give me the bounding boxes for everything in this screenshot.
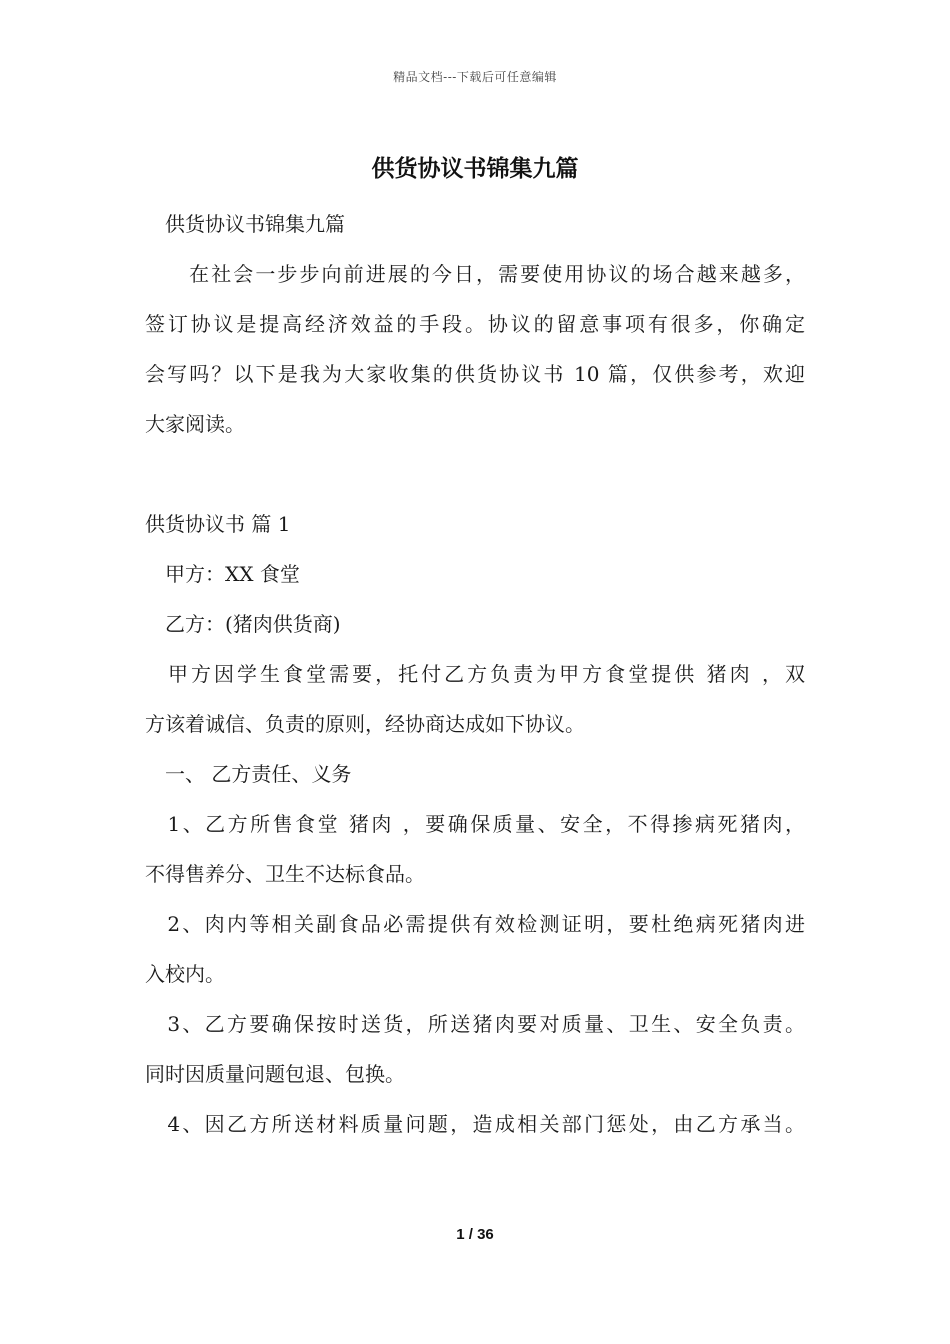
clause-3-line-1: 3、乙方要确保按时送货，所送猪肉要对质量、卫生、安全负责。 <box>145 1012 805 1036</box>
clause-heading: 一、 乙方责任、义务 <box>145 762 352 786</box>
header-note: 精品文档---下载后可任意编辑 <box>393 70 557 84</box>
preamble-line-1: 甲方因学生食堂需要，托付乙方负责为甲方食堂提供 猪肉 ，双 <box>145 662 805 686</box>
document-title: 供货协议书锦集九篇 <box>371 155 579 182</box>
intro-line-4: 大家阅读。 <box>145 412 245 436</box>
party-b-line: 乙方：(猪肉供货商) <box>145 612 341 636</box>
clause-3-line-2: 同时因质量问题包退、包换。 <box>145 1062 405 1086</box>
page-indicator: 1 / 36 <box>456 1226 494 1243</box>
intro-line-2: 签订协议是提高经济效益的手段。协议的留意事项有很多，你确定 <box>145 312 805 336</box>
clause-2-line-2: 入校内。 <box>145 962 225 986</box>
clause-2-line-1: 2、肉内等相关副食品必需提供有效检测证明，要杜绝病死猪肉进 <box>145 912 805 936</box>
party-a-line: 甲方：XX 食堂 <box>145 562 300 586</box>
clause-1-line-1: 1、乙方所售食堂 猪肉 ，要确保质量、安全，不得掺病死猪肉， <box>145 812 805 836</box>
subtitle-line: 供货协议书锦集九篇 <box>145 212 345 236</box>
clause-1-line-2: 不得售养分、卫生不达标食品。 <box>145 862 425 886</box>
clause-4-line-1: 4、因乙方所送材料质量问题，造成相关部门惩处，由乙方承当。 <box>145 1112 805 1136</box>
preamble-line-2: 方该着诚信、负责的原则，经协商达成如下协议。 <box>145 712 585 736</box>
section-heading: 供货协议书 篇 1 <box>145 512 291 536</box>
intro-line-3: 会写吗？以下是我为大家收集的供货协议书 10 篇，仅供参考，欢迎 <box>145 362 805 386</box>
intro-line-1: 在社会一步步向前进展的今日，需要使用协议的场合越来越多， <box>145 262 805 286</box>
